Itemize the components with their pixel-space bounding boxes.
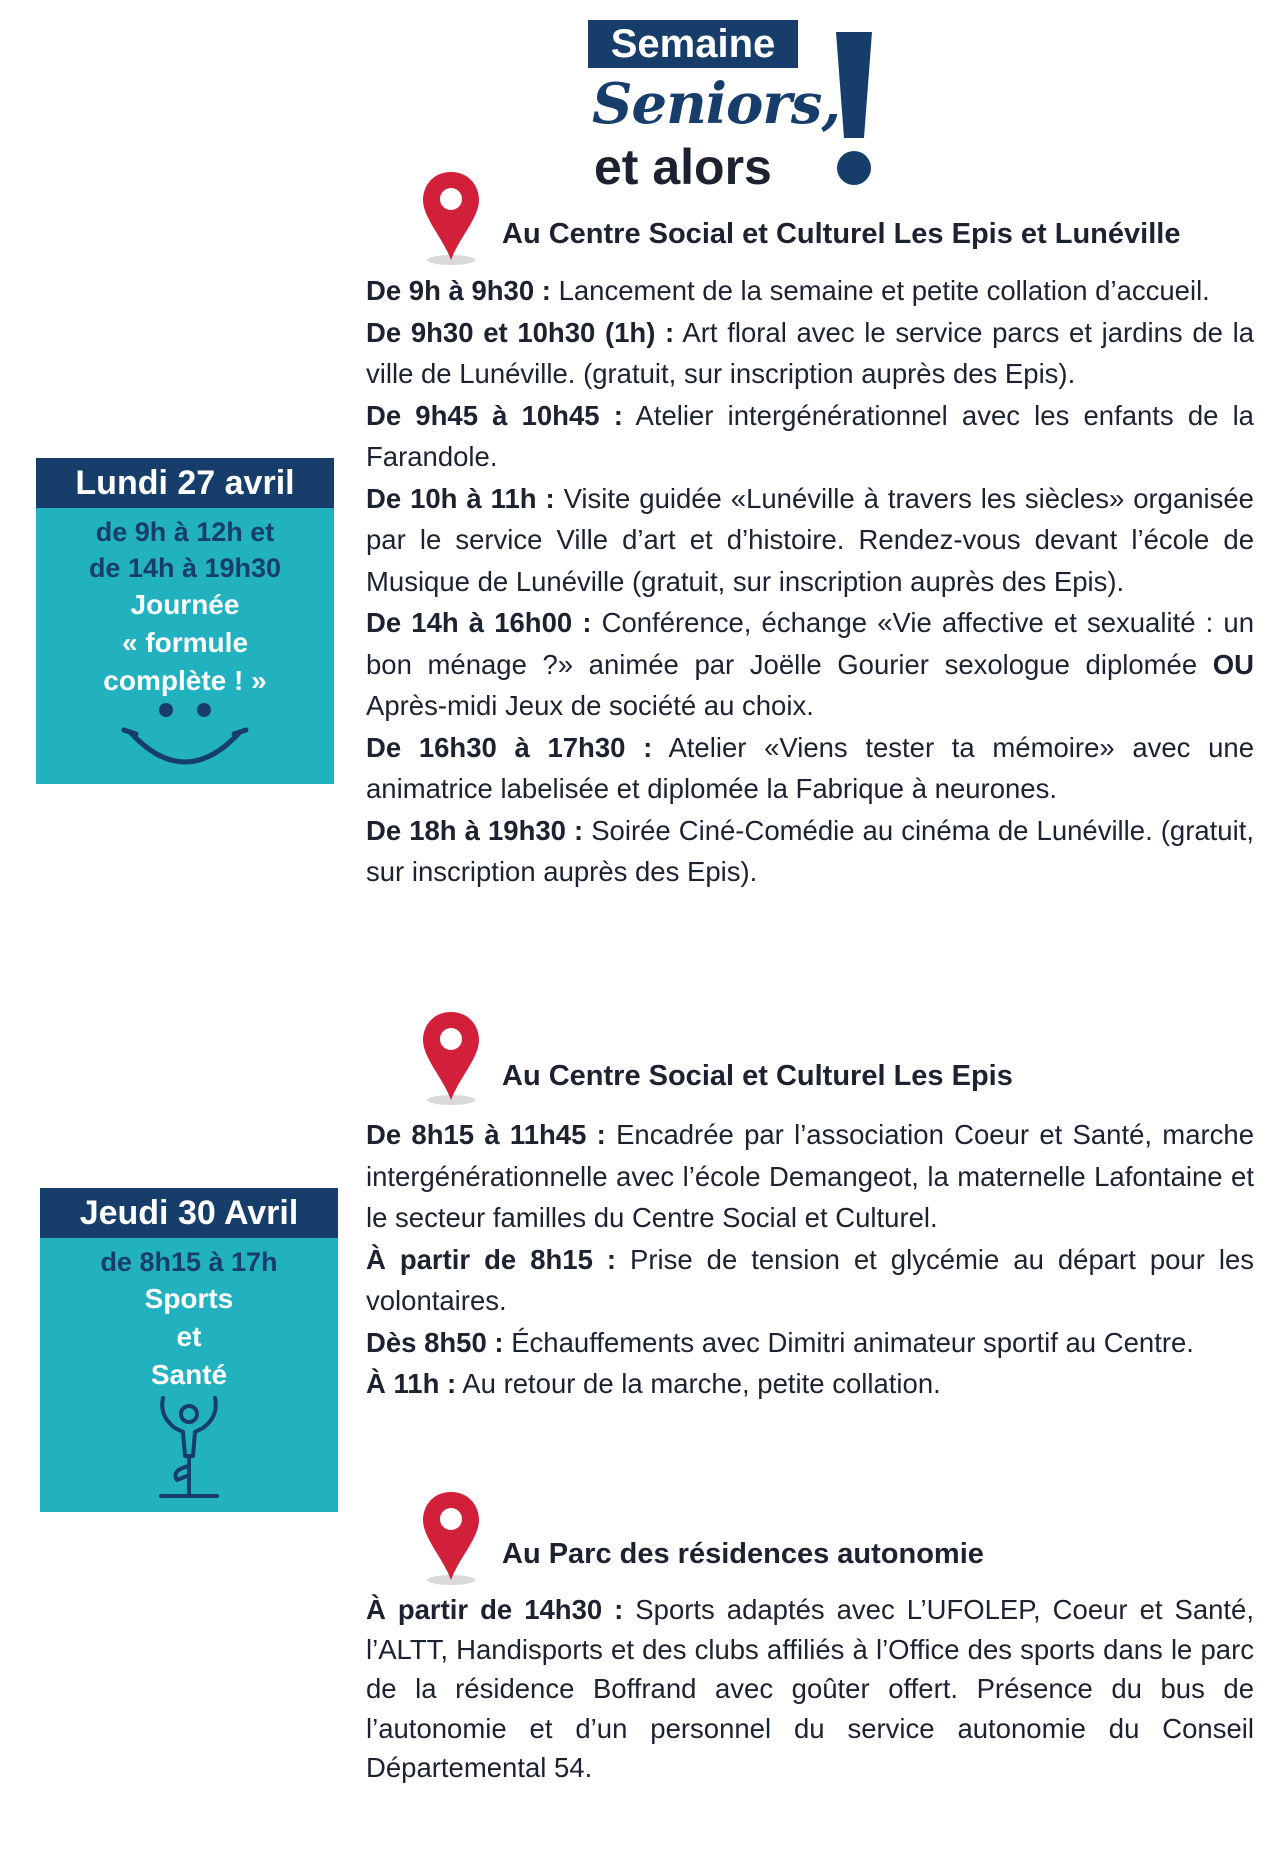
- day-theme-line3: Santé: [150, 1359, 228, 1390]
- schedule-block-monday: [366, 270, 1254, 893]
- schedule-desc: Encadrée par l’association Coeur et Santé, marche intergénérationnelle avec l’école Demangeot, la maternelle Lafontaine et le secteur familles du Centre Social et Culturel.: [366, 1119, 1254, 1233]
- day-title: Jeudi 30 Avril: [40, 1188, 338, 1238]
- schedule-time: De 9h30 et 10h30 (1h) :: [366, 316, 675, 348]
- day-hours-line2: de 14h à 19h30: [88, 553, 282, 583]
- location-pin-icon: [419, 1488, 483, 1588]
- schedule-item: [366, 810, 1254, 893]
- schedule-time: De 18h à 19h30 :: [366, 814, 584, 846]
- schedule-desc: Sports adaptés avec L’UFOLEP, Coeur et Santé, l’ALTT, Handisports et des clubs affiliés à l’Office des sports dans le parc de la résidence Boffrand avec goûter offert. Présence du bus de l’autonomie et d’un personnel du service autonomie du Conseil Départemental 54.: [366, 1594, 1254, 1783]
- schedule-item: [366, 727, 1254, 810]
- day-theme-line1: Journée: [130, 589, 240, 620]
- logo-semaine: Semaine: [588, 20, 798, 68]
- day-hours-line1: de 9h à 12h et: [95, 517, 275, 547]
- logo-et-alors: et alors: [594, 139, 772, 195]
- logo-seniors: Seniors,: [592, 71, 840, 137]
- schedule-time: De 16h30 à 17h30 :: [366, 731, 653, 763]
- event-logo: [588, 20, 888, 195]
- schedule-time: À partir de 8h15 :: [366, 1243, 617, 1275]
- schedule-item: [366, 1114, 1254, 1239]
- schedule-time: De 8h15 à 11h45 :: [366, 1119, 606, 1150]
- smiley-icon: [120, 700, 250, 770]
- schedule-item: [366, 395, 1254, 478]
- day-theme-line2: « formule: [121, 627, 249, 658]
- day-box-monday: [36, 458, 334, 784]
- schedule-item: [366, 602, 1254, 727]
- schedule-time: De 10h à 11h :: [366, 482, 555, 514]
- schedule-item: [366, 1590, 1254, 1788]
- schedule-time: De 9h à 9h30 :: [366, 275, 551, 306]
- schedule-desc: Prise de tension et glycémie au départ pour les volontaires.: [366, 1243, 1254, 1316]
- schedule-block-thursday-afternoon: [366, 1590, 1254, 1788]
- schedule-item: [366, 1239, 1254, 1322]
- schedule-item: [366, 1363, 1254, 1405]
- schedule-desc: Atelier intergénérationnel avec les enfants de la Farandole.: [366, 399, 1254, 472]
- schedule-desc: Conférence, échange «Vie affective et sexualité : un bon ménage ?» animée par Joëlle Gourier sexologue diplomée: [366, 607, 1254, 680]
- schedule-time: De 9h45 à 10h45 :: [366, 399, 623, 431]
- schedule-time: De 14h à 16h00 :: [366, 607, 592, 638]
- stretching-person-icon: [149, 1394, 229, 1502]
- schedule-or: OU: [1212, 648, 1254, 680]
- schedule-item: [366, 1322, 1254, 1364]
- schedule-item: [366, 478, 1254, 603]
- exclamation-icon: [824, 26, 884, 196]
- location-heading: Au Parc des résidences autonomie: [502, 1538, 984, 1570]
- schedule-desc: Au retour de la marche, petite collation.: [456, 1368, 941, 1399]
- location-heading: Au Centre Social et Culturel Les Epis et Lunéville: [502, 218, 1181, 250]
- schedule-desc: Art floral avec le service parcs et jardins de la ville de Lunéville. (gratuit, sur inscription auprès des Epis).: [366, 316, 1254, 389]
- schedule-item: [366, 270, 1254, 312]
- schedule-block-thursday-morning: [366, 1114, 1254, 1405]
- schedule-desc: Soirée Ciné-Comédie au cinéma de Lunéville. (gratuit, sur inscription auprès des Epis).: [366, 814, 1254, 887]
- day-title: Lundi 27 avril: [36, 458, 334, 508]
- day-theme-line1: Sports: [144, 1283, 234, 1314]
- day-theme-line3: complète ! »: [103, 665, 267, 696]
- schedule-time: À 11h :: [366, 1368, 457, 1399]
- schedule-desc: Après-midi Jeux de société au choix.: [366, 690, 814, 721]
- location-pin-icon: [419, 1008, 483, 1108]
- schedule-time: Dès 8h50 :: [366, 1326, 504, 1358]
- day-hours: de 8h15 à 17h: [100, 1247, 278, 1277]
- schedule-desc: Lancement de la semaine et petite collation d’accueil.: [550, 275, 1210, 306]
- location-heading: Au Centre Social et Culturel Les Epis: [502, 1060, 1013, 1092]
- location-pin-icon: [419, 168, 483, 268]
- schedule-time: À partir de 14h30 :: [366, 1594, 624, 1625]
- schedule-desc: Échauffements avec Dimitri animateur sportif au Centre.: [503, 1326, 1194, 1358]
- day-theme-line2: et: [176, 1321, 202, 1352]
- day-box-thursday: [40, 1188, 338, 1512]
- schedule-desc: Atelier «Viens tester ta mémoire» avec une animatrice labelisée et diplomée la Fabrique à neurones.: [366, 731, 1254, 804]
- schedule-item: [366, 312, 1254, 395]
- schedule-desc: Visite guidée «Lunéville à travers les siècles» organisée par le service Ville d’art et d’histoire. Rendez-vous devant l’école de Musique de Lunéville (gratuit, sur inscription auprès des Epis).: [366, 482, 1254, 597]
